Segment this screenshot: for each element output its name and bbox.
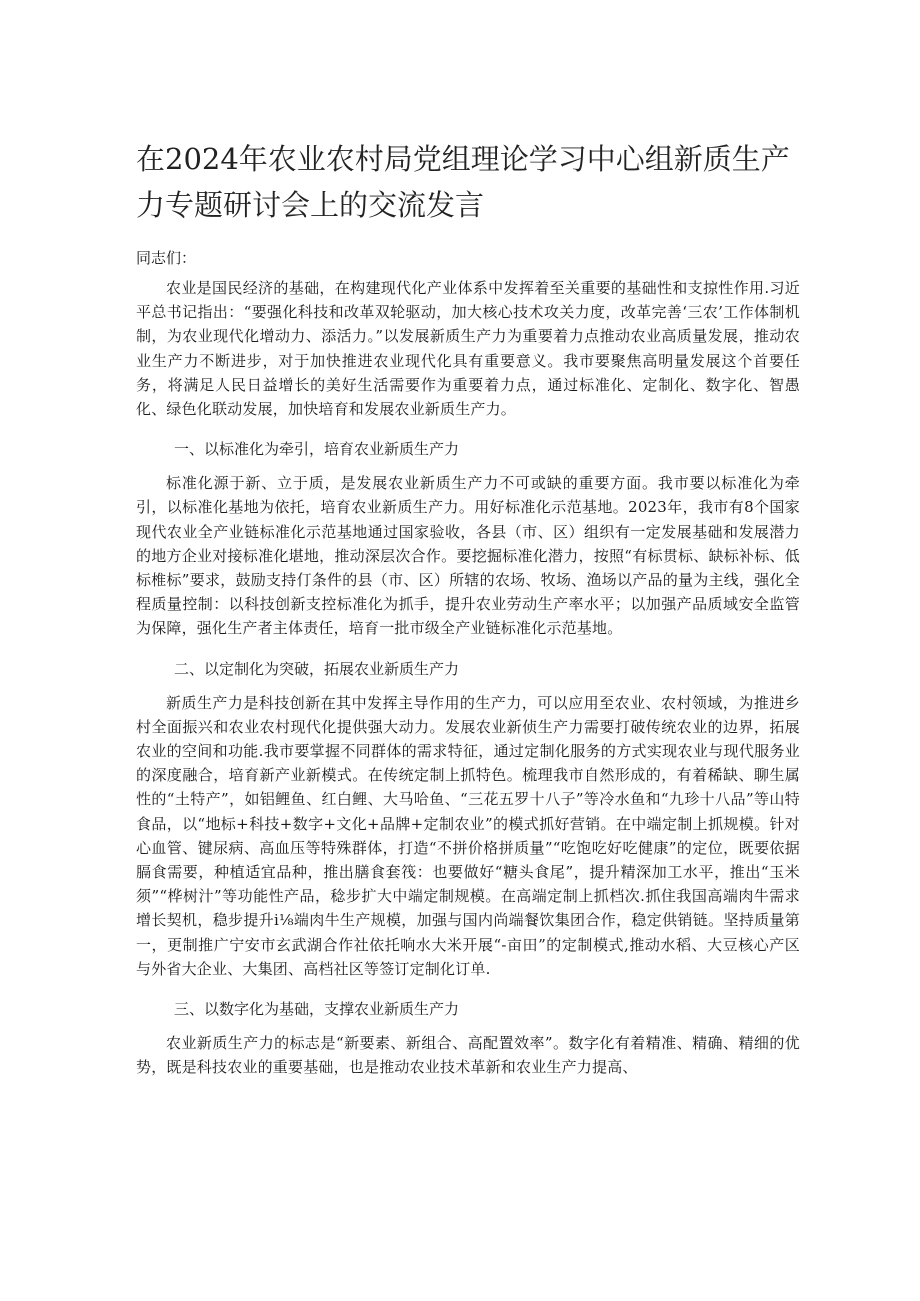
section-paragraph-2: 新质生产力是科技创新在其中发挥主导作用的生产力，可以应用至农业、农村领域，为推进乡村全面振兴和农业农村现代化提供强大动力。发展农业新侦生产力需要打破传统农业的边界，拓展农业的空间和功能.我市要掌握不同群体的需求特征，通过定制化服务的方式实现农业与现代服务业的深度融合，培育新产业新模式。在传统定制上抓特色。梳理我市自然形成的，有着稀缺、聊生属性的“土特产”，如铝鲤鱼、红白鲤、大马哈鱼、“三花五罗十八子”等冷水鱼和“九珍十八品”等山特食品，以“地标+科技+数字+文化+品牌+定制农业”的模式抓好营销。在中端定制上抓规模。针对心血管、键尿病、高血压等特殊群体，打造“不拼价格拼质量”“吃饱吃好吃健康”的定位，既要依据膈食需要，种植适宜品种，推出膳食套筏：也要做好“糖头食尾”，提升精深加工水平，推出“玉米须”“桦树汁”等功能性产品，稔步扩大中端定制规模。在高端定制上抓档次.抓住我国高端肉牛需求增长契机，稳步提升i⅛端肉牛生产规模，加强与国内尚端餐饮集团合作，稳定供销链。坚持质量第一，更制推广宁安市玄武湖合作社依托响水大米开展“-亩田”的定制模式,推动水稻、大豆核心产区与外省大企业、大集团、高档社区等签订定制化订单.	[136, 693, 800, 978]
section-paragraph-3: 农业新质生产力的标志是“新要素、新组合、高配置效率”。数字化有着精准、精确、精细的优势，既是科技农业的重要基础，也是推动农业技术革新和农业生产力提高、	[136, 1034, 800, 1077]
section-paragraph-1: 标准化源于新、立于质，是发展农业新质生产力不可或缺的重要方面。我市要以标准化为牵引，以标准化基地为依托，培育农业新质生产力。用好标准化示范基地。2023年，我市有8个国家现代农业全产业链标准化示范基地通过国家验收，各县（市、区）组织有一定发展基础和发展潜力的地方企业对接标准化堪地，推动深层次合作。要挖掘标准化潜力，按照“有标贯标、缺标补标、低标椎标”要求，鼓励支持仃条件的县（市、区）所辖的农场、牧场、渔场以产品的量为主线，强化全程质量控制：以科技创新支控标准化为抓手，提升农业劳动生产率水平；以加强产品质域安全监管为保障，强化生产者主体责任，培育一批市级全产业链标准化示范基地。	[136, 474, 800, 638]
document-page	[136, 136, 800, 1079]
intro-paragraph: 农业是国民经济的基础，在构建现代化产业体系中发挥着至关重要的基础性和支掠性作用.习近平总书记指出：“要强化科技和改革双轮驱动，加大核心技术攻关力度，改革完善‘三农’工作体制机制，为农业现代化增动力、添活力。”以发展新质生产力为重要着力点推动农业高质量发展，推动农业生产力不断进步，对于加快推进农业现代化具有重要意义。我市要聚焦高明量发展这个首要任务，将满足人民日益增长的美好生活需要作为重要着力点，通过标准化、定制化、数字化、智愚化、绿色化联动发展，加快培育和发展农业新质生产力。	[136, 279, 800, 419]
section-heading-1: 一、以标准化为牵引，培育农业新质生产力	[174, 440, 460, 459]
salutation: 同志们：	[136, 249, 197, 267]
section-heading-2: 二、以定制化为突破，拓展农业新质生产力	[174, 659, 460, 678]
section-heading-3: 三、以数字化为基础，支撑农业新质生产力	[174, 1000, 460, 1019]
document-title: 在2024年农业农村局党组理论学习中心组新质生产力专题研讨会上的交流发言	[136, 142, 790, 222]
